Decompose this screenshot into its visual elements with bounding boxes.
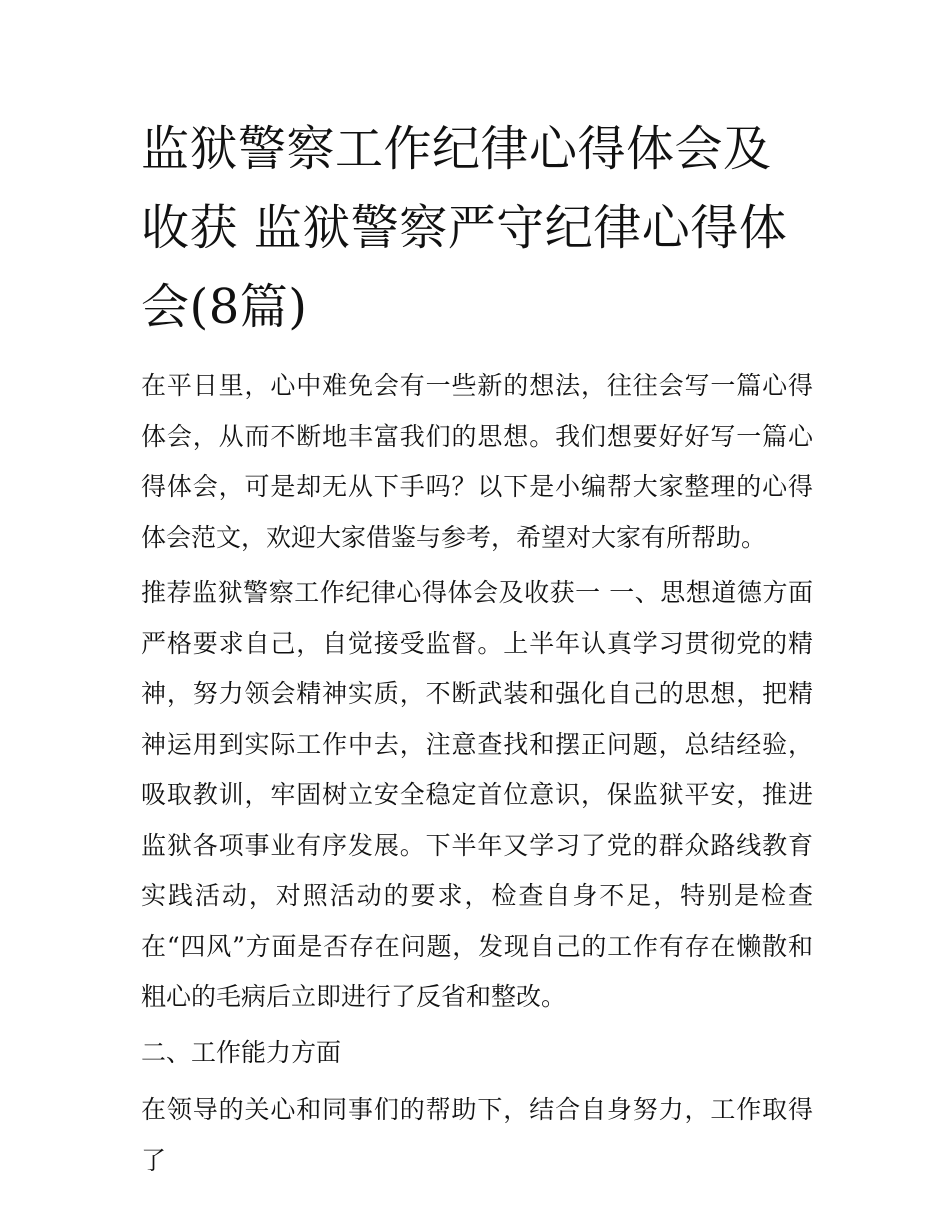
body-paragraph: 推荐监狱警察工作纪律心得体会及收获一 一、思想道德方面严格要求自己，自觉接受监督。上半年认真学习贯彻党的精神，努力领会精神实质，不断武装和强化自己的思想，把精神运用到实际工作中去，注意查找和摆正问题，总结经验，吸取教训，牢固树立安全稳定首位意识，保监狱平安，推进监狱各项事业有序发展。下半年又学习了党的群众路线教育实践活动，对照活动的要求，检查自身不足，特别是检查在“四风”方面是否存在问题，发现自己的工作有存在懒散和粗心的毛病后立即进行了反省和整改。	[141, 578, 813, 1011]
intro-paragraph: 在平日里，心中难免会有一些新的想法，往往会写一篇心得体会，从而不断地丰富我们的思想。我们想要好好写一篇心得体会，可是却无从下手吗？以下是小编帮大家整理的心得体会范文，欢迎大家借鉴与参考，希望对大家有所帮助。	[141, 371, 813, 552]
document-page	[141, 110, 813, 1191]
body-paragraph: 在领导的关心和同事们的帮助下，结合自身努力，工作取得了	[141, 1095, 813, 1175]
section-heading: 二、工作能力方面	[141, 1037, 342, 1067]
document-title: 监狱警察工作纪律心得体会及收获 监狱警察严守纪律心得体会(8篇)	[141, 121, 788, 335]
